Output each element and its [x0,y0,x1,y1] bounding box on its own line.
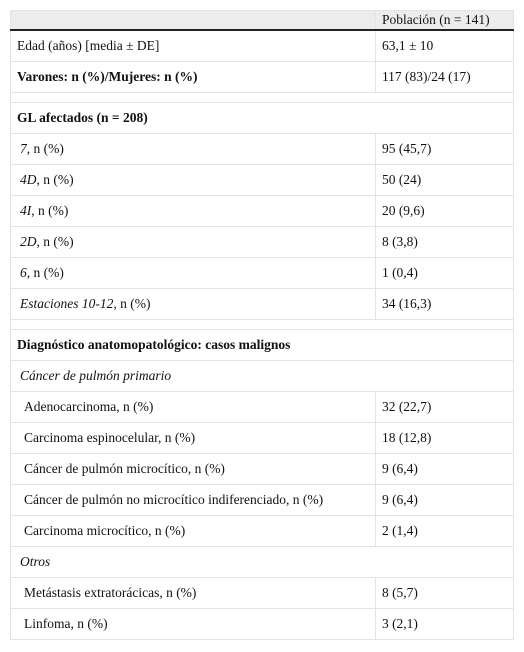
gl-suffix: , n (%) [26,140,64,156]
row-value-estaciones: 34 (16,3) [375,288,513,319]
header-population: Población (n = 141) [375,11,513,31]
data-table-container [10,10,514,640]
table-row [11,257,514,288]
spacer-cell [11,319,514,329]
gl-suffix: , n (%) [31,202,69,218]
gl-suffix: , n (%) [26,264,64,280]
gl-station-name: 2D [20,233,37,249]
row-label-carcmicro: Carcinoma microcítico, n (%) [11,515,376,546]
row-value-carcmicro: 2 (1,4) [375,515,513,546]
row-label-metastasis: Metástasis extratorácicas, n (%) [11,577,376,608]
row-label-linfoma: Linfoma, n (%) [11,608,376,639]
row-label-estaciones [11,288,376,319]
row-label-microcitico: Cáncer de pulmón microcítico, n (%) [11,453,376,484]
row-value-gl4d: 50 (24) [375,164,513,195]
row-value-linfoma: 3 (2,1) [375,608,513,639]
gl-suffix: , n (%) [36,171,74,187]
gl-station-name: Estaciones 10-12 [20,295,114,311]
row-label-gl4d [11,164,376,195]
row-label-gl7 [11,133,376,164]
table-row [11,608,514,639]
row-label-gl4i [11,195,376,226]
row-value-gl7: 95 (45,7) [375,133,513,164]
table-row [11,164,514,195]
table-row [11,226,514,257]
row-value-nomicro: 9 (6,4) [375,484,513,515]
gl-suffix: , n (%) [36,233,74,249]
row-label-gl6 [11,257,376,288]
gl-station-name: 7 [20,140,27,156]
table-header-row [11,11,514,31]
spacer-cell [11,92,514,102]
row-value-metastasis: 8 (5,7) [375,577,513,608]
row-value-microcitico: 9 (6,4) [375,453,513,484]
row-value-espino: 18 (12,8) [375,422,513,453]
gl-station-name: 4I [20,202,32,218]
row-label-nomicro: Cáncer de pulmón no microcítico indiferenciado, n (%) [11,484,376,515]
table-row [11,391,514,422]
table-row [11,422,514,453]
section-gl-afectados: GL afectados (n = 208) [11,102,514,133]
table-row [11,453,514,484]
gl-station-name: 6 [20,264,27,280]
row-label-edad: Edad (años) [media ± DE] [11,30,376,61]
row-value-edad: 63,1 ± 10 [375,30,513,61]
row-label-gl2d [11,226,376,257]
row-label-adeno: Adenocarcinoma, n (%) [11,391,376,422]
subsection-cancer-pulmon: Cáncer de pulmón primario [11,360,514,391]
spacer-row [11,92,514,102]
table-row [11,288,514,319]
row-label-espino: Carcinoma espinocelular, n (%) [11,422,376,453]
table-row [11,30,514,61]
table-row [11,484,514,515]
row-value-gl6: 1 (0,4) [375,257,513,288]
row-value-gl4i: 20 (9,6) [375,195,513,226]
section-row [11,102,514,133]
table-row [11,515,514,546]
table-row [11,61,514,92]
row-value-adeno: 32 (22,7) [375,391,513,422]
subsection-otros: Otros [11,546,514,577]
table-row [11,133,514,164]
section-diagnostico: Diagnóstico anatomopatológico: casos malignos [11,329,514,360]
table-row [11,195,514,226]
subsection-row [11,546,514,577]
population-table [10,10,514,640]
header-empty-cell [11,11,376,31]
gl-station-name: 4D [20,171,37,187]
gl-suffix: , n (%) [113,295,151,311]
row-value-gl2d: 8 (3,8) [375,226,513,257]
section-row [11,329,514,360]
table-row [11,577,514,608]
spacer-row [11,319,514,329]
row-value-sexo: 117 (83)/24 (17) [375,61,513,92]
subsection-row [11,360,514,391]
row-label-sexo: Varones: n (%)/Mujeres: n (%) [11,61,376,92]
